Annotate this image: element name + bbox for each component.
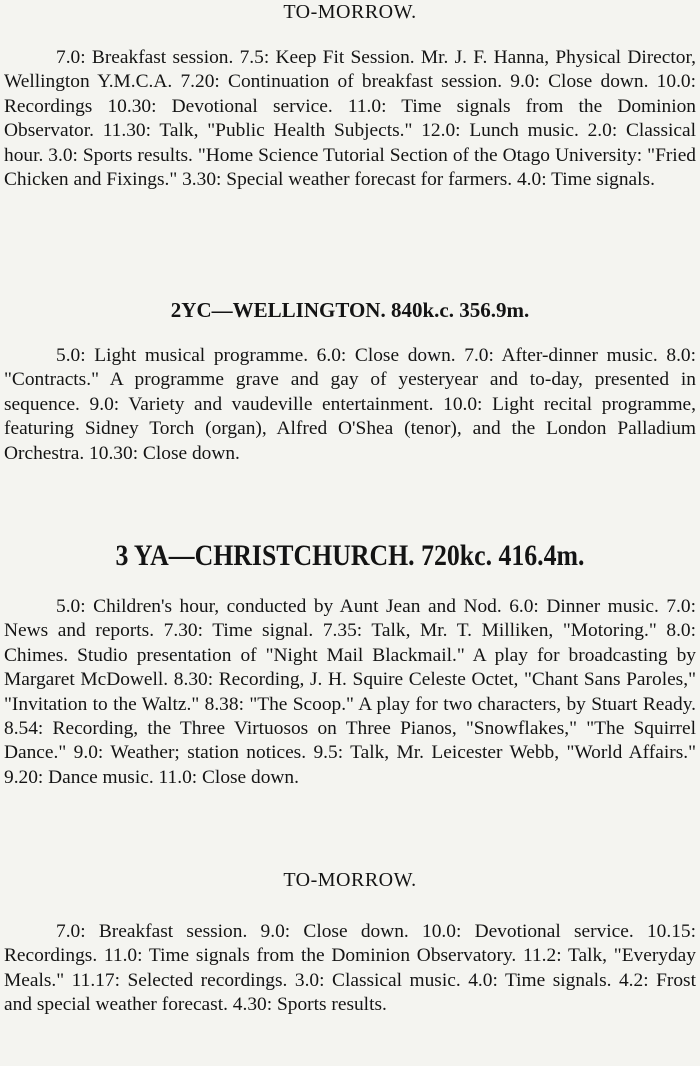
- station-2yc-schedule: 5.0: Light musical programme. 6.0: Close down. 7.0: After-dinner music. 8.0: "Contracts." A programme grave and gay of yesteryear and to-day, presented in sequence. 9.0: Variety and vaudeville entertainment. 10.0: Light recital programme, featuring Sidney Torch (organ), Alfred O'Shea (tenor), and the London Palladium Orchestra. 10.30: Close down.: [4, 345, 696, 464]
- tomorrow-schedule-2: 7.0: Breakfast session. 9.0: Close down. 10.0: Devotional service. 10.15: Recordings. 11.0: Time signals from the Dominion Observatory. 11.2: Talk, "Everyday Meals." 11.17: Selected recordings. 3.0: Classical music. 4.0: Time signals. 4.2: Frost and special weather forecast. 4.30: Sports results.: [4, 921, 696, 1016]
- tomorrow-heading-1: TO-MORROW.: [283, 1, 417, 23]
- tomorrow-schedule-1: 7.0: Breakfast session. 7.5: Keep Fit Session. Mr. J. F. Hanna, Physical Director, Wellington Y.M.C.A. 7.20: Continuation of breakfast session. 9.0: Close down. 10.0: Recordings 10.30: Devotional service. 11.0: Time signals from the Dominion Observator. 11.30: Talk, "Public Health Subjects." 12.0: Lunch music. 2.0: Classical hour. 3.0: Sports results. "Home Science Tutorial Section of the Otago University: "Fried Chicken and Fixings." 3.30: Special weather forecast for farmers. 4.0: Time signals.: [4, 47, 696, 191]
- station-3ya-schedule: 5.0: Children's hour, conducted by Aunt Jean and Nod. 6.0: Dinner music. 7.0: News and reports. 7.30: Time signal. 7.35: Talk, Mr. T. Milliken, "Motoring." 8.0: Chimes. Studio presentation of "Night Mail Blackmail." A play for broadcasting by Margaret McDowell. 8.30: Recording, J. H. Squire Celeste Octet, "Chant Sans Paroles," "Invitation to the Waltz." 8.38: "The Scoop." A play for two characters, by Stuart Ready. 8.54: Recording, the Three Virtuosos on Three Pianos, "Snowflakes," "The Squirrel Dance." 9.0: Weather; station notices. 9.5: Talk, Mr. Leicester Webb, "World Affairs." 9.20: Dance music. 11.0: Close down.: [4, 596, 696, 788]
- station-2yc-heading: 2YC—WELLINGTON. 840k.c. 356.9m.: [170, 298, 530, 322]
- station-3ya-heading: 3 YA—CHRISTCHURCH. 720kc. 416.4m.: [115, 539, 585, 572]
- tomorrow-heading-2: TO-MORROW.: [283, 869, 417, 891]
